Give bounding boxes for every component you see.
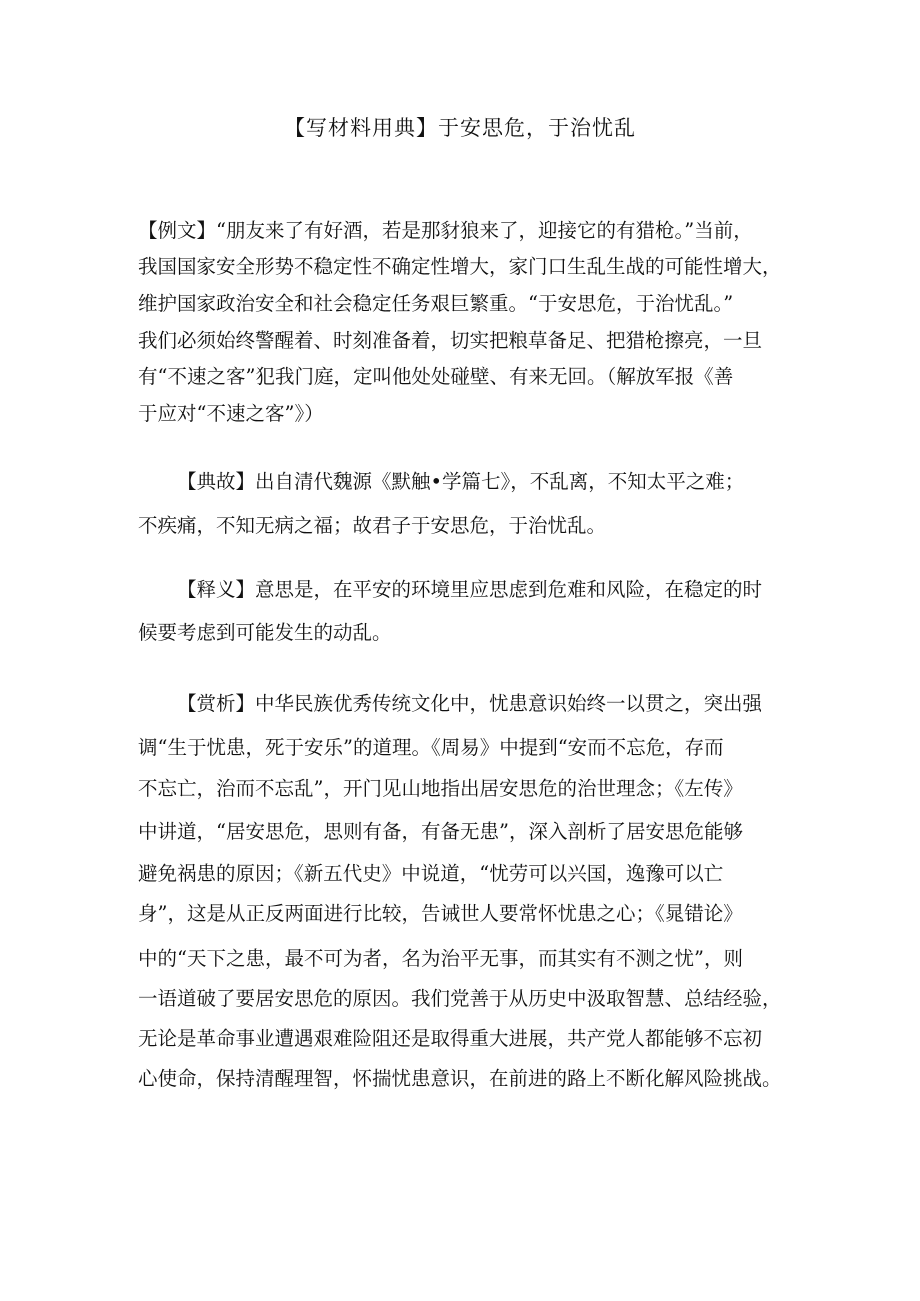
allusion-line: 不疾痛，不知无病之福；故君子于安思危，于治忧乱。 <box>138 514 607 537</box>
meaning-line: 【释义】意思是，在平安的环境里应思虑到危难和风险，在稳定的时 <box>177 578 763 601</box>
allusion-line: 【典故】出自清代魏源《默触•学篇七》，不乱离，不知太平之难； <box>177 470 745 493</box>
example-line: 【例文】“朋友来了有好酒，若是那豺狼来了，迎接它的有猎枪。”当前， <box>138 219 753 242</box>
meaning-line: 候要考虑到可能发生的动乱。 <box>138 621 392 644</box>
appreciation-line: 中讲道，“居安思危，思则有备，有备无患”，深入剖析了居安思危能够 <box>138 820 743 843</box>
appreciation-line: 【赏析】中华民族优秀传统文化中，忧患意识始终一以贯之，突出强 <box>177 692 763 715</box>
example-line: 我们必须始终警醒着、时刻准备着，切实把粮草备足、把猎枪擦亮，一旦 <box>138 329 763 352</box>
appreciation-line: 不忘亡，治而不忘乱”，开门见山地指出居安思危的治世理念；《左传》 <box>138 777 743 800</box>
example-line: 维护国家政治安全和社会稳定任务艰巨繁重。“于安思危，于治忧乱。” <box>138 292 734 315</box>
appreciation-line: 调“生于忧患，死于安乐”的道理。《周易》中提到“安而不忘危，存而 <box>138 736 724 759</box>
appreciation-line: 心使命，保持清醒理智，怀揣忧患意识，在前进的路上不断化解风险挑战。 <box>138 1067 782 1090</box>
appreciation-line: 一语道破了要居安思危的原因。我们党善于从历史中汲取智慧、总结经验， <box>138 987 782 1010</box>
appreciation-line: 中的“天下之患，最不可为者，名为治平无事，而其实有不测之忧”，则 <box>138 947 743 970</box>
example-line: 我国国家安全形势不稳定性不确定性增大，家门口生乱生战的可能性增大， <box>138 255 782 278</box>
document-title: 【写材料用典】于安思危，于治忧乱 <box>284 116 636 140</box>
example-line: 有“不速之客”犯我门庭，定叫他处处碰壁、有来无回。（解放军报《善 <box>138 365 734 388</box>
appreciation-line: 身”，这是从正反两面进行比较，告诫世人要常怀忧患之心；《晁错论》 <box>138 902 743 925</box>
example-line: 于应对“不速之客”》） <box>138 402 324 425</box>
appreciation-line: 无论是革命事业遭遇艰难险阻还是取得重大进展，共产党人都能够不忘初 <box>138 1027 763 1050</box>
appreciation-line: 避免祸患的原因；《新五代史》中说道，“忧劳可以兴国，逸豫可以亡 <box>138 862 724 885</box>
